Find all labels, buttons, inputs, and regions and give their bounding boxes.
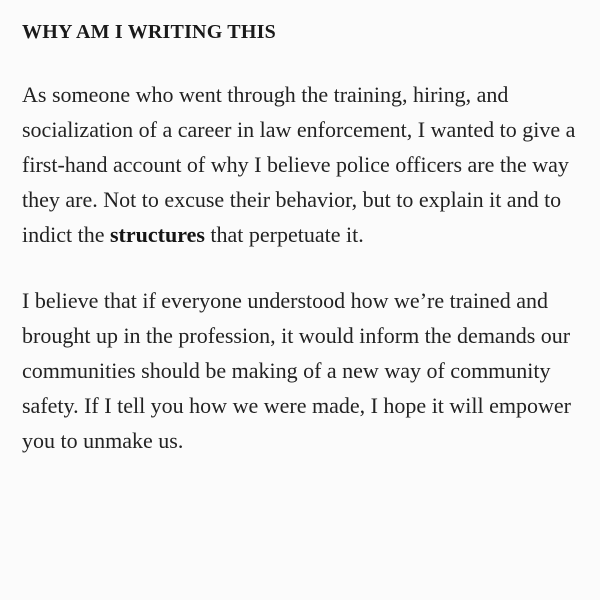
paragraph-1-text-end: that perpetuate it. xyxy=(204,222,364,247)
section-heading: WHY AM I WRITING THIS xyxy=(22,21,276,43)
paragraph-2: I believe that if everyone understood how we’re trained and brought up in the profession, it would inform the demands our communities should be making of a new way of community safety. If I tell you how we were made, I hope it will empower you to unmake us. xyxy=(22,288,572,453)
paragraph-1-text-start: As someone who went through the training, hiring, and socialization of a career in law enforcement, I wanted to give a first-hand account of why I believe police officers are the way they are. Not to excuse their behavior, but to explain it and to indict the xyxy=(22,82,576,247)
paragraph-1 xyxy=(22,77,580,252)
emphasis-structures: structures xyxy=(109,222,205,247)
